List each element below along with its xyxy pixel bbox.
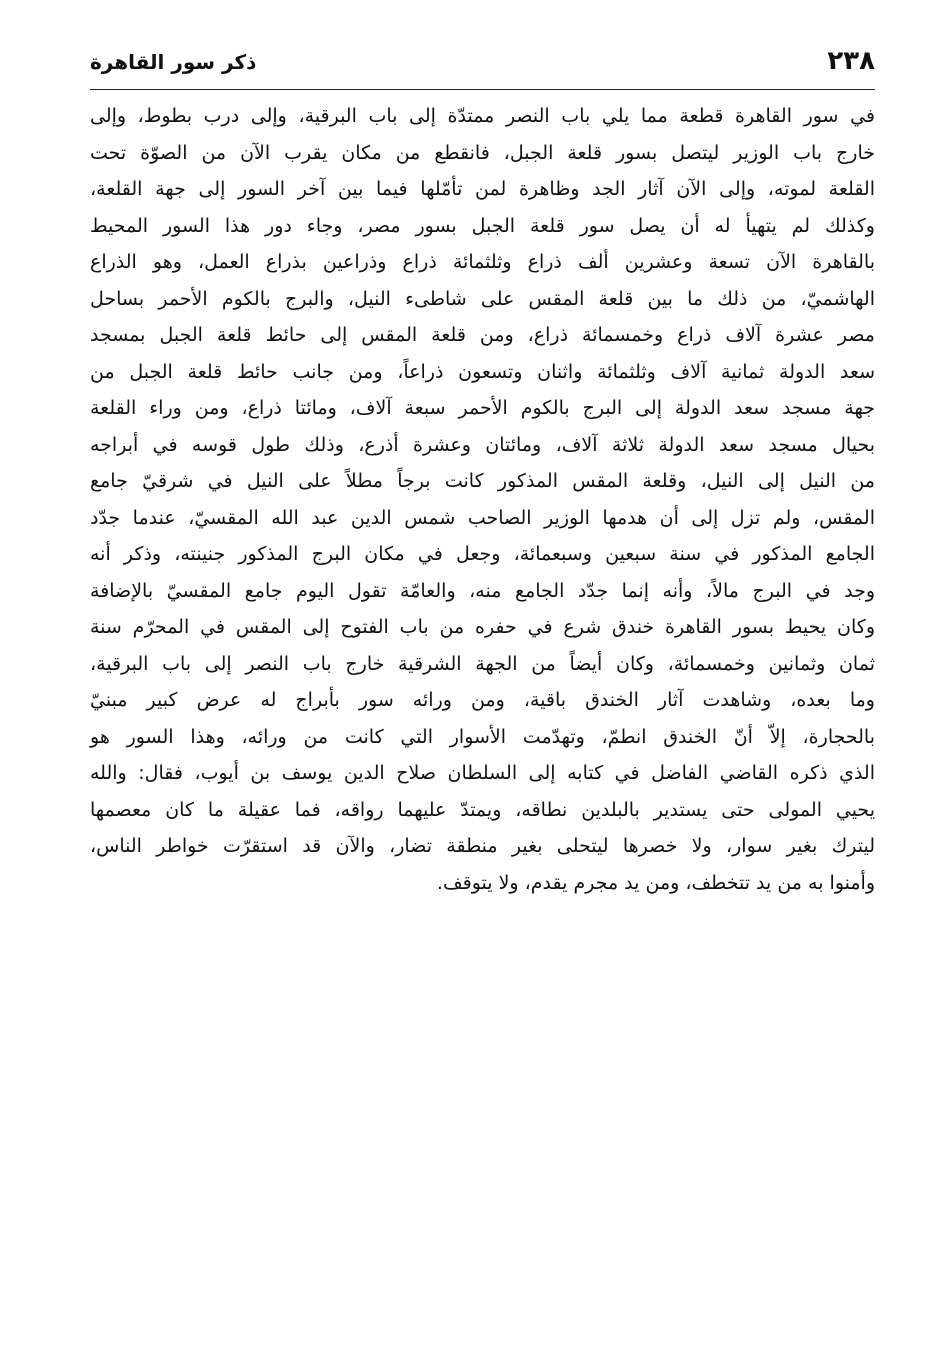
text-line: الهاشميّ، من ذلك ما بين قلعة المقس على شاطىء النيل، والبرج بالكوم الأحمر بساحل bbox=[90, 287, 875, 310]
running-title: ذكر سور القاهرة bbox=[90, 50, 257, 74]
text-line: ليترك بغير سوار، ولا خصرها ليتحلى بغير منطقة تضار، والآن قد استقرّت خواطر الناس، bbox=[90, 835, 875, 857]
text-line: سعد الدولة ثمانية آلاف وثلثمائة واثنان وتسعون ذراعاً، ومن جانب حائط قلعة الجبل من bbox=[90, 360, 875, 383]
text-line: وجد في البرج مالاً، وأنه إنما جدّد الجامع منه، والعامّة تقول اليوم جامع المقسيّ بالإضافة bbox=[90, 579, 875, 602]
text-line: وكان يحيط بسور القاهرة خندق شرع في حفره من باب الفتوح إلى المقس في المحرّم سنة bbox=[90, 616, 875, 638]
text-line: الذي ذكره القاضي الفاضل في كتابه إلى السلطان صلاح الدين يوسف بن أيوب، فقال: والله bbox=[90, 762, 875, 784]
text-line: وكذلك لم يتهيأ له أن يصل سور قلعة الجبل بسور مصر، وجاء دور هذا السور المحيط bbox=[90, 214, 875, 237]
header-rule bbox=[90, 89, 875, 90]
text-line: في سور القاهرة قطعة مما يلي باب النصر ممتدّة إلى باب البرقية، وإلى درب بطوط، وإلى bbox=[90, 105, 875, 127]
text-line: القلعة لموته، وإلى الآن آثار الجد وظاهرة لمن تأمّلها فيما بين آخر السور إلى جهة القلعة، bbox=[90, 178, 875, 200]
text-line: وأمنوا به من يد تتخطف، ومن يد مجرم يقدم، ولا يتوقف. bbox=[436, 871, 875, 894]
text-line: بالحجارة، إلاّ أنّ الخندق انطمّ، وتهدّمت الأسوار التي كانت من ورائه، وهذا السور هو bbox=[90, 725, 875, 748]
page-header bbox=[90, 44, 875, 84]
text-line: الجامع المذكور في سنة سبعين وسبعمائة، وجعل في مكان البرج المذكور جنينته، وذكر أنه bbox=[90, 543, 875, 565]
text-line: من النيل إلى النيل، وقلعة المقس المذكور كانت برجاً مطلاً على النيل في شرقيّ جامع bbox=[90, 470, 875, 492]
text-line: جهة مسجد سعد الدولة إلى البرج بالكوم الأحمر سبعة آلاف، ومائتا ذراع، ومن وراء القلعة bbox=[90, 397, 875, 419]
text-line: بحيال مسجد سعد الدولة ثلاثة آلاف، ومائتان وعشرة أذرع، وذلك طول قوسه في أبراجه bbox=[90, 433, 875, 456]
text-line: وما بعده، وشاهدت آثار الخندق باقية، ومن ورائه سور بأبراج له عرض كبير مبنيّ bbox=[90, 689, 875, 711]
text-line: خارج باب الوزير ليتصل بسور قلعة الجبل، فانقطع من مكان يقرب الآن من الصوّة تحت bbox=[90, 141, 875, 164]
page-number: ٢٣٨ bbox=[827, 46, 875, 76]
text-line: المقس، ولم تزل إلى أن هدمها الوزير الصاحب شمس الدين عبد الله المقسيّ، عندما جدّد bbox=[90, 506, 875, 529]
text-line: مصر عشرة آلاف ذراع وخمسمائة ذراع، ومن قلعة المقس إلى حائط قلعة الجبل بمسجد bbox=[90, 324, 875, 346]
text-line: يحيي المولى حتى يستدير بالبلدين نطاقه، ويمتدّ عليهما رواقه، فما عقيلة ما كان معصمها bbox=[90, 798, 875, 821]
text-line: بالقاهرة الآن تسعة وعشرين ألف ذراع وثلثمائة ذراع وذراعين بذراع العمل، وهو الذراع bbox=[90, 251, 875, 273]
text-line: ثمان وثمانين وخمسمائة، وكان أيضاً من الجهة الشرقية خارج باب النصر إلى باب البرقية، bbox=[90, 652, 875, 675]
body-text bbox=[90, 98, 875, 901]
